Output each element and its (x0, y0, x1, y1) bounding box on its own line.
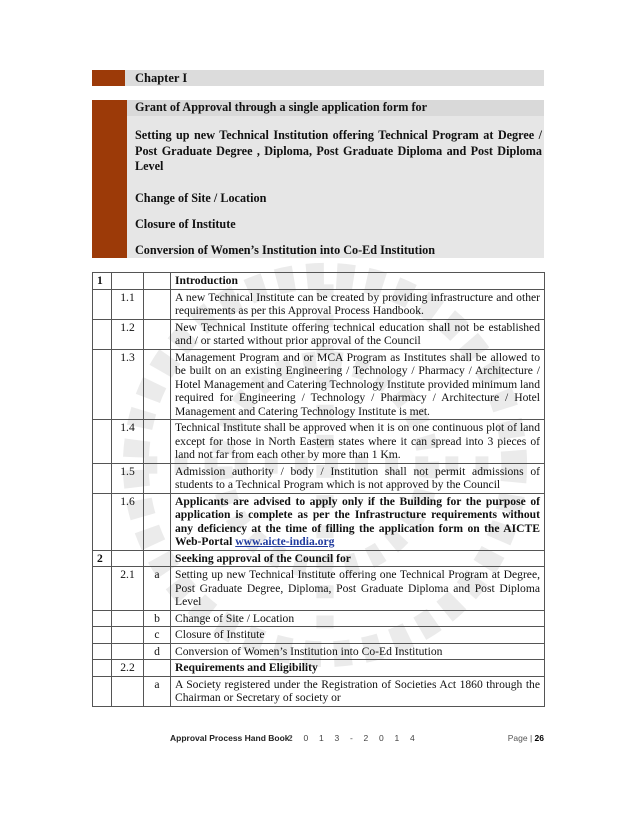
chapter-header (92, 70, 544, 258)
table-row (93, 289, 545, 319)
chapter-title: Chapter I (135, 71, 188, 85)
footer-page-label: Page | (507, 733, 533, 743)
clause-number: 1.2 (112, 319, 144, 349)
clause-text: A Society registered under the Registration of Societies Act 1860 through the Chairman or Secretary of society or (171, 676, 545, 706)
table-row (93, 660, 545, 677)
table-row (93, 676, 545, 706)
chapter-line-setup: Setting up new Technical Institution offering Technical Program at Degree / Post Graduate Degree , Diploma, Post Graduate Diploma and Post Diploma Level (135, 128, 542, 173)
chapter-line-change-site: Change of Site / Location (135, 191, 267, 205)
table-row (93, 493, 545, 550)
clause-text: Management Program and or MCA Program as Institutes shall be allowed to be built on an existing Engineering / Technology / Pharmacy / Architecture / Hotel Management and Catering Technology Institute provided minimum land required for Engineering / Technology / Pharmacy / Architecture / Hotel Management and Catering Technology Institute is met. (171, 349, 545, 420)
footer-book-title: Approval Process Hand Book: (170, 733, 293, 743)
sub-letter: c (144, 627, 171, 644)
clause-number: 1.1 (112, 289, 144, 319)
table-row (93, 643, 545, 660)
chapter-line-conversion: Conversion of Women’s Institution into Co-Ed Institution (135, 243, 435, 257)
chapter-accent-bar (92, 70, 127, 86)
table-row (93, 627, 545, 644)
clause-number: 2.2 (112, 660, 144, 677)
clause-number: 2.1 (112, 567, 144, 611)
chapter-line-grant: Grant of Approval through a single application form for (135, 100, 428, 114)
clause-text: Closure of Institute (171, 627, 545, 644)
section-title: Introduction (171, 273, 545, 290)
clause-number: 1.5 (112, 463, 144, 493)
table-row (93, 273, 545, 290)
clause-number: 1.3 (112, 349, 144, 420)
clause-text: A new Technical Institute can be created by providing infrastructure and other requirements as per this Approval Process Handbook. (171, 289, 545, 319)
section-number: 2 (93, 550, 112, 567)
sub-letter: a (144, 567, 171, 611)
sub-letter: d (144, 643, 171, 660)
clause-text: Setting up new Technical Institute offering one Technical Program at Degree, Post Graduate Degree, Diploma, Post Graduate Diploma and Post Diploma Level (171, 567, 545, 611)
footer-page-number: 26 (534, 733, 544, 743)
advisory-text: Applicants are advised to apply only if the Building for the purpose of application is complete as per the Infrastructure requirements without any deficiency at the time of filling the application form on the AICTE Web-Portal (175, 494, 540, 548)
clause-number: 1.4 (112, 420, 144, 464)
sub-letter: a (144, 676, 171, 706)
section-number: 1 (93, 273, 112, 290)
footer-years: 2 0 1 3 - 2 0 1 4 (288, 733, 419, 743)
table-row (93, 610, 545, 627)
section-title: Seeking approval of the Council for (171, 550, 545, 567)
clause-text: Change of Site / Location (171, 610, 545, 627)
table-row (93, 463, 545, 493)
clause-number: 1.6 (112, 493, 144, 550)
approval-table (92, 272, 545, 707)
table-row (93, 550, 545, 567)
clause-text: Conversion of Women’s Institution into Co-Ed Institution (171, 643, 545, 660)
table-row (93, 349, 545, 420)
table-row (93, 420, 545, 464)
sub-letter: b (144, 610, 171, 627)
aicte-portal-link[interactable]: www.aicte-india.org (235, 535, 335, 548)
clause-text: Technical Institute shall be approved when it is on one continuous plot of land except for those in North Eastern states where it can spread into 3 pieces of land not far from each other by more than 1 Km. (171, 420, 545, 464)
clause-text-advisory (171, 493, 545, 550)
chapter-line-closure: Closure of Institute (135, 217, 236, 231)
chapter-accent-bar-2 (92, 100, 127, 258)
table-row (93, 567, 545, 611)
subsection-title: Requirements and Eligibility (171, 660, 545, 677)
clause-text: New Technical Institute offering technical education shall not be established and / or started without prior approval of the Council (171, 319, 545, 349)
clause-text: Admission authority / body / Institution shall not permit admissions of students to a Technical Program which is not approved by the Council (171, 463, 545, 493)
footer-page (508, 733, 544, 743)
page-footer (170, 733, 544, 747)
table-row (93, 319, 545, 349)
